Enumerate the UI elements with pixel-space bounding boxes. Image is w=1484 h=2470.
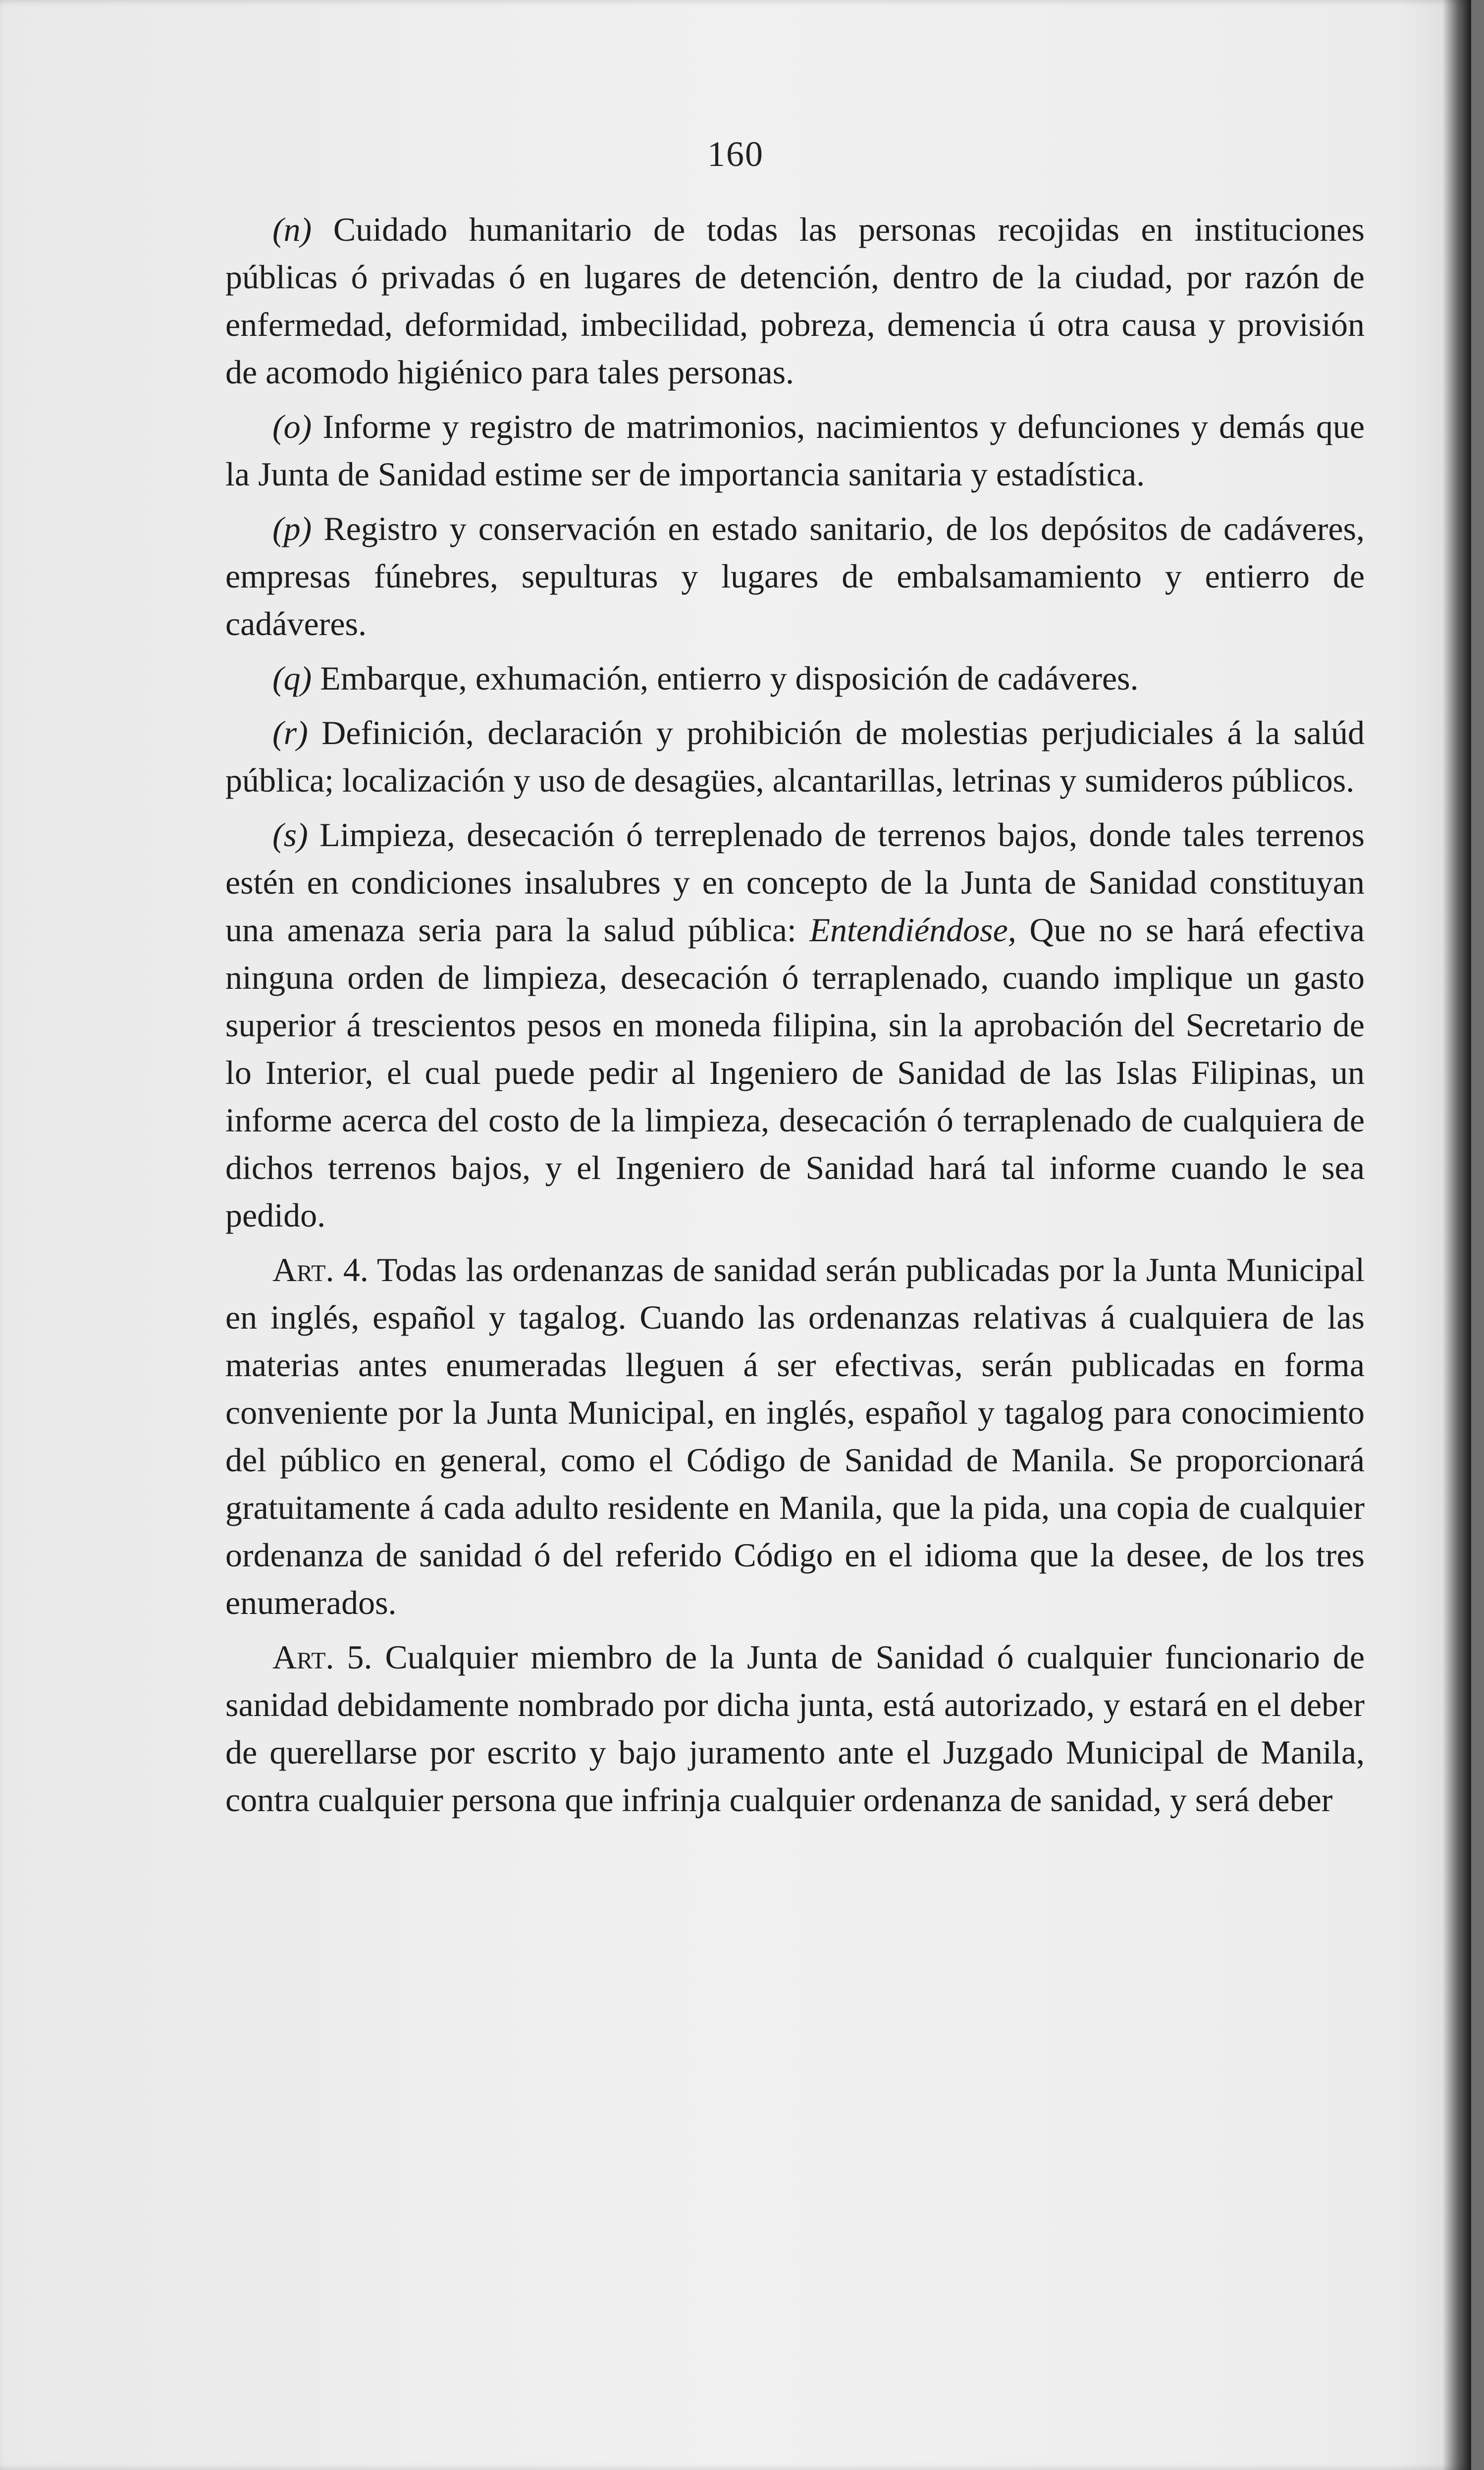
paragraph-label: (o) (272, 408, 312, 445)
paragraph-o (225, 403, 1365, 498)
paragraph-text-continued: Que no se hará efectiva ninguna orden de limpieza, desecación ó terraplenado, cuando implique un gasto superior á trescientos pesos en moneda filipina, sin la aprobación del Secretario de lo Interior, el cual puede pedir al Ingeniero de Sanidad de las Islas Filipinas, un informe acerca del costo de la limpieza, desecación ó terraplenado de cualquiera de dichos terrenos bajos, y el Ingeniero de Sanidad hará tal informe cuando le sea pedido. (225, 911, 1365, 1234)
paragraph-label: (n) (272, 211, 312, 248)
article-4 (225, 1246, 1365, 1626)
paragraph-label: (p) (272, 510, 312, 547)
paragraph-n (225, 206, 1365, 396)
paragraph-label: (s) (272, 816, 308, 854)
article-5 (225, 1633, 1365, 1824)
paragraph-label: (r) (272, 714, 308, 752)
paragraph-text: Registro y conservación en estado sanitario, de los depósitos de cadáveres, empresas fúnebres, sepulturas y lugares de embalsamamiento y entierro de cadáveres. (225, 510, 1365, 643)
paragraph-text: Informe y registro de matrimonios, nacimientos y defunciones y demás que la Junta de Sanidad estime ser de importancia sanitaria y estadística. (225, 408, 1365, 493)
article-text: Cualquier miembro de la Junta de Sanidad ó cualquier funcionario de sanidad debidamente nombrado por dicha junta, está autorizado, y estará en el deber de querellarse por escrito y bajo juramento ante el Juzgado Municipal de Manila, contra cualquier persona que infrinja cualquier ordenanza de sanidad, y será deber (225, 1638, 1365, 1819)
paragraph-text: Embarque, exhumación, entierro y disposición de cadáveres. (320, 659, 1139, 697)
binding-shadow (1442, 0, 1471, 2470)
paragraph-r (225, 709, 1365, 804)
paragraph-text: Limpieza, desecación ó terreplenado de terrenos bajos, donde tales terrenos estén en condiciones insalubres y en concepto de la Junta de Sanidad constituyan una amenaza seria para la salud pública: (225, 816, 1365, 949)
paragraph-p (225, 505, 1365, 647)
paragraph-text: Cuidado humanitario de todas las personas recojidas en instituciones públicas ó privadas ó en lugares de detención, dentro de la ciudad, por razón de enfermedad, deformidad, imbecilidad, pobreza, demencia ú otra causa y provisión de acomodo higiénico para tales personas. (225, 211, 1365, 391)
paragraph-label: (q) (272, 659, 312, 697)
page-body (225, 206, 1365, 1830)
paragraph-emphasis: Entendiéndose, (809, 911, 1016, 949)
article-label: Art. 5. (272, 1638, 372, 1676)
paragraph-q (225, 654, 1365, 702)
paragraph-s (225, 811, 1365, 1239)
article-label: Art. 4. (272, 1251, 369, 1289)
page-number: 160 (707, 134, 764, 174)
article-text: Todas las ordenanzas de sanidad serán publicadas por la Junta Municipal en inglés, español y tagalog. Cuando las ordenanzas relativas á cualquiera de las materias antes enumeradas lleguen á ser efectivas, serán publicadas en forma conveniente por la Junta Municipal, en inglés, español y tagalog para conocimiento del público en general, como el Código de Sanidad de Manila. Se proporcionará gratuitamente á cada adulto residente en Manila, que la pida, una copia de cualquier ordenanza de sanidad ó del referido Código en el idioma que la desee, de los tres enumerados. (225, 1251, 1365, 1621)
paragraph-text: Definición, declaración y prohibición de molestias perjudiciales á la salúd pública; localización y uso de desagües, alcantarillas, letrinas y sumideros públicos. (225, 714, 1365, 799)
